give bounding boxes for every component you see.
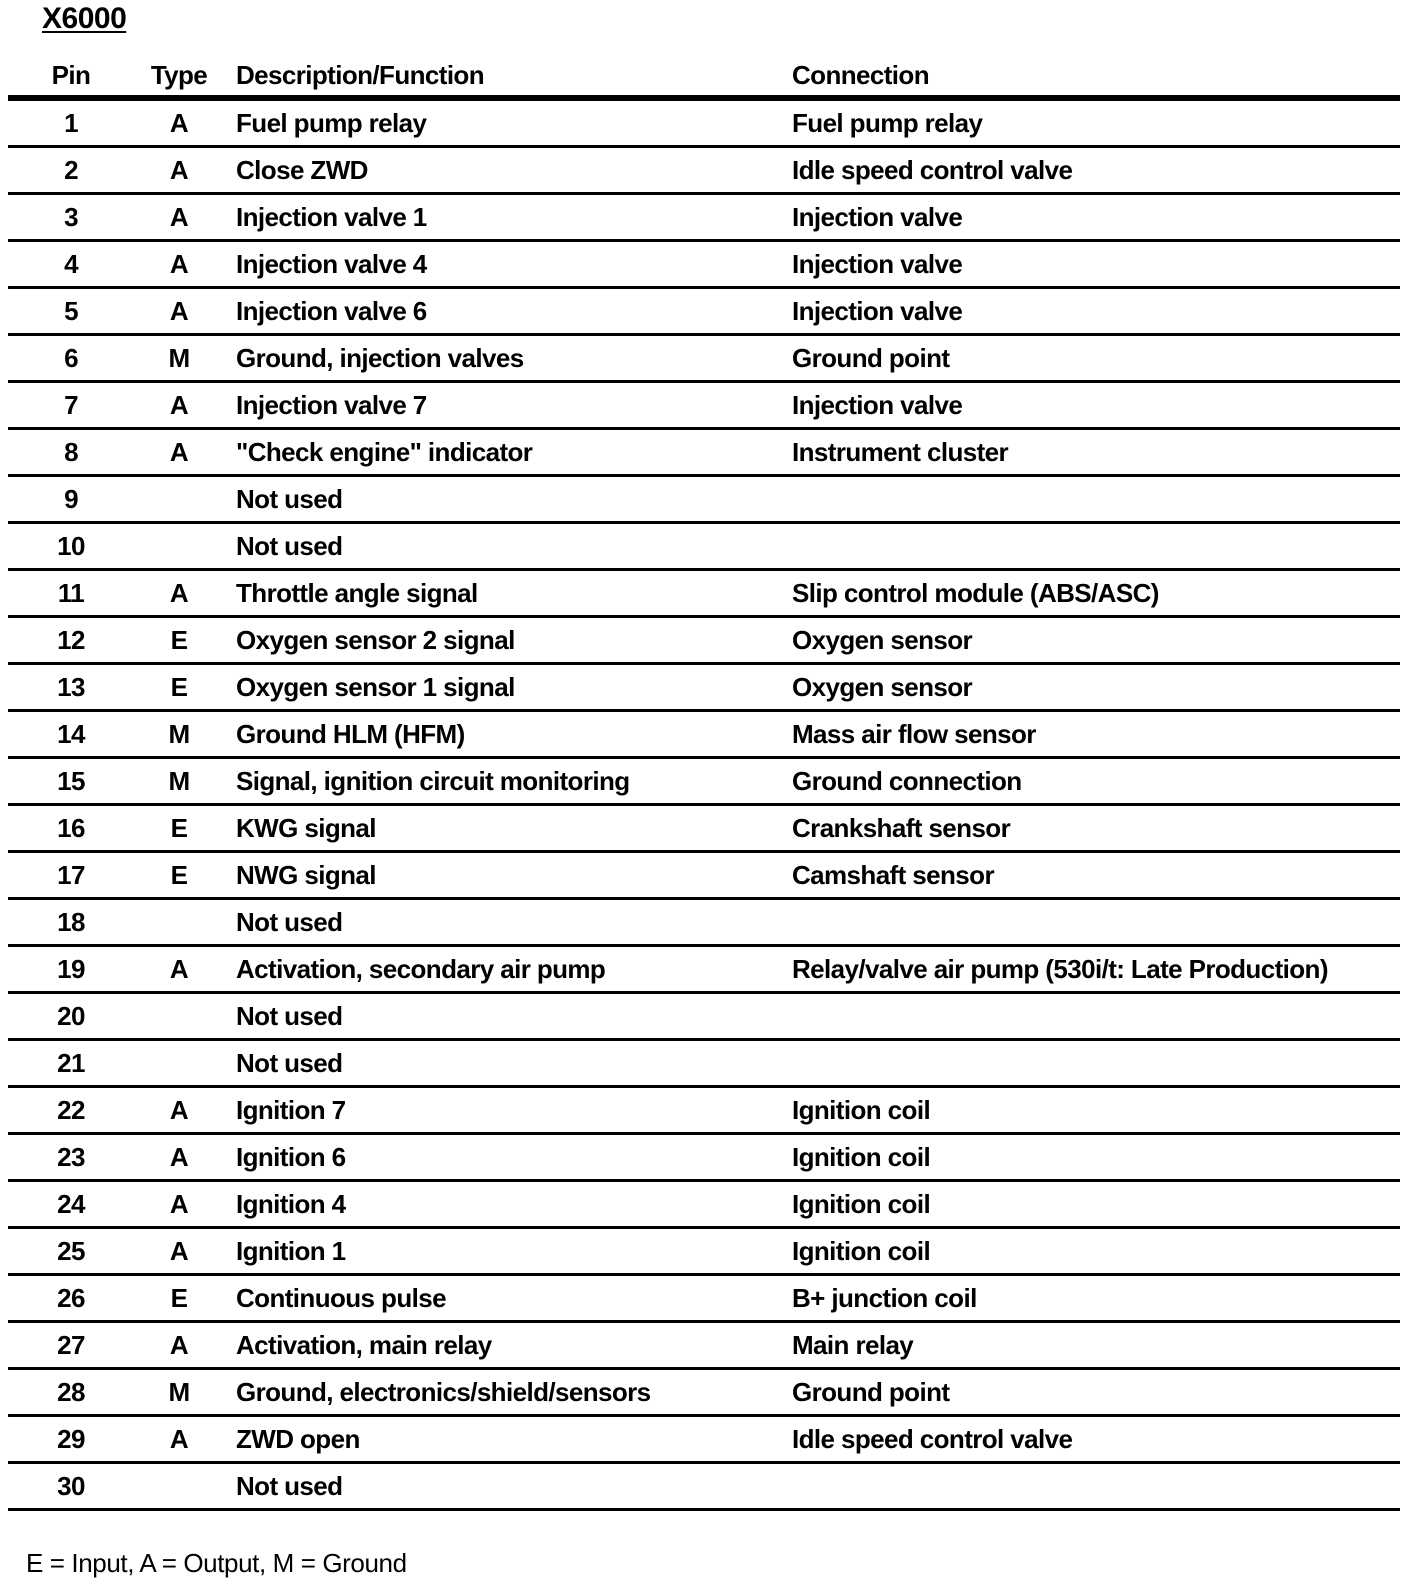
pin-cell: 29 — [8, 1416, 134, 1463]
type-cell: A — [134, 1087, 224, 1134]
table-row — [8, 1369, 1400, 1416]
header-pin: Pin — [8, 55, 134, 98]
type-cell: A — [134, 1181, 224, 1228]
type-cell — [134, 1040, 224, 1087]
connection-cell: Ignition coil — [792, 1181, 1400, 1228]
connection-cell: Crankshaft sensor — [792, 805, 1400, 852]
table-row — [8, 1275, 1400, 1322]
pin-cell: 9 — [8, 476, 134, 523]
table-row — [8, 523, 1400, 570]
type-cell — [134, 899, 224, 946]
connection-cell: Ground point — [792, 1369, 1400, 1416]
connection-cell: Idle speed control valve — [792, 1416, 1400, 1463]
description-cell: Oxygen sensor 1 signal — [224, 664, 792, 711]
type-cell — [134, 993, 224, 1040]
connection-cell: Fuel pump relay — [792, 98, 1400, 147]
connection-cell: Mass air flow sensor — [792, 711, 1400, 758]
type-cell: E — [134, 852, 224, 899]
description-cell: Activation, secondary air pump — [224, 946, 792, 993]
pin-cell: 7 — [8, 382, 134, 429]
description-cell: Continuous pulse — [224, 1275, 792, 1322]
pin-cell: 6 — [8, 335, 134, 382]
type-cell: E — [134, 1275, 224, 1322]
type-cell: M — [134, 711, 224, 758]
description-cell: Close ZWD — [224, 147, 792, 194]
type-cell: A — [134, 98, 224, 147]
table-row — [8, 711, 1400, 758]
connection-cell: Ground connection — [792, 758, 1400, 805]
table-row — [8, 993, 1400, 1040]
description-cell: KWG signal — [224, 805, 792, 852]
description-cell: "Check engine" indicator — [224, 429, 792, 476]
pin-cell: 19 — [8, 946, 134, 993]
type-cell — [134, 1463, 224, 1510]
connection-cell — [792, 899, 1400, 946]
table-row — [8, 899, 1400, 946]
connection-cell — [792, 993, 1400, 1040]
connection-cell — [792, 476, 1400, 523]
table-body — [8, 98, 1400, 1510]
type-cell: A — [134, 570, 224, 617]
type-legend: E = Input, A = Output, M = Ground — [26, 1548, 407, 1578]
type-cell: A — [134, 382, 224, 429]
table-header-row — [8, 55, 1400, 98]
type-cell: A — [134, 147, 224, 194]
description-cell: Injection valve 7 — [224, 382, 792, 429]
header-type: Type — [134, 55, 224, 98]
description-cell: Oxygen sensor 2 signal — [224, 617, 792, 664]
table-row — [8, 335, 1400, 382]
type-cell: A — [134, 241, 224, 288]
pin-cell: 5 — [8, 288, 134, 335]
description-cell: Injection valve 6 — [224, 288, 792, 335]
connection-cell — [792, 1040, 1400, 1087]
connection-cell: Ignition coil — [792, 1228, 1400, 1275]
description-cell: Ground, electronics/shield/sensors — [224, 1369, 792, 1416]
pin-cell: 23 — [8, 1134, 134, 1181]
description-cell: ZWD open — [224, 1416, 792, 1463]
type-cell: E — [134, 664, 224, 711]
table-row — [8, 476, 1400, 523]
description-cell: Injection valve 1 — [224, 194, 792, 241]
pin-cell: 24 — [8, 1181, 134, 1228]
table-row — [8, 946, 1400, 993]
type-cell — [134, 476, 224, 523]
description-cell: Activation, main relay — [224, 1322, 792, 1369]
pin-cell: 16 — [8, 805, 134, 852]
pin-cell: 21 — [8, 1040, 134, 1087]
type-cell: A — [134, 288, 224, 335]
pin-cell: 1 — [8, 98, 134, 147]
table-row — [8, 1228, 1400, 1275]
connection-cell: Injection valve — [792, 194, 1400, 241]
connection-cell: Instrument cluster — [792, 429, 1400, 476]
type-cell: E — [134, 617, 224, 664]
table-row — [8, 852, 1400, 899]
description-cell: Not used — [224, 993, 792, 1040]
connection-cell: Camshaft sensor — [792, 852, 1400, 899]
type-cell: A — [134, 1416, 224, 1463]
table-row — [8, 1181, 1400, 1228]
table-row — [8, 805, 1400, 852]
connection-cell: Relay/valve air pump (530i/t: Late Production) — [792, 946, 1400, 993]
description-cell: Ignition 4 — [224, 1181, 792, 1228]
description-cell: Not used — [224, 523, 792, 570]
description-cell: Ignition 7 — [224, 1087, 792, 1134]
description-cell: Ground, injection valves — [224, 335, 792, 382]
connection-cell: Idle speed control valve — [792, 147, 1400, 194]
table-row — [8, 1040, 1400, 1087]
type-cell: M — [134, 1369, 224, 1416]
pin-cell: 20 — [8, 993, 134, 1040]
pin-cell: 17 — [8, 852, 134, 899]
table-row — [8, 1087, 1400, 1134]
pin-cell: 13 — [8, 664, 134, 711]
description-cell: Not used — [224, 1040, 792, 1087]
connection-cell — [792, 1463, 1400, 1510]
type-cell: A — [134, 429, 224, 476]
pin-cell: 22 — [8, 1087, 134, 1134]
pin-cell: 12 — [8, 617, 134, 664]
pin-cell: 11 — [8, 570, 134, 617]
connection-cell: Ground point — [792, 335, 1400, 382]
connection-cell: Main relay — [792, 1322, 1400, 1369]
type-cell: M — [134, 758, 224, 805]
table-row — [8, 288, 1400, 335]
pin-cell: 10 — [8, 523, 134, 570]
table-row — [8, 758, 1400, 805]
type-cell: A — [134, 946, 224, 993]
pin-cell: 27 — [8, 1322, 134, 1369]
table-row — [8, 147, 1400, 194]
description-cell: Not used — [224, 899, 792, 946]
description-cell: NWG signal — [224, 852, 792, 899]
pin-cell: 14 — [8, 711, 134, 758]
type-cell — [134, 523, 224, 570]
table-row — [8, 570, 1400, 617]
pin-cell: 28 — [8, 1369, 134, 1416]
header-connection: Connection — [792, 55, 1400, 98]
type-cell: A — [134, 1134, 224, 1181]
pin-cell: 2 — [8, 147, 134, 194]
pin-cell: 4 — [8, 241, 134, 288]
description-cell: Injection valve 4 — [224, 241, 792, 288]
pin-cell: 8 — [8, 429, 134, 476]
pin-cell: 18 — [8, 899, 134, 946]
connection-cell — [792, 523, 1400, 570]
connection-cell: Ignition coil — [792, 1134, 1400, 1181]
connection-cell: B+ junction coil — [792, 1275, 1400, 1322]
description-cell: Throttle angle signal — [224, 570, 792, 617]
pin-cell: 25 — [8, 1228, 134, 1275]
pin-assignment-table — [8, 55, 1400, 1511]
table-row — [8, 1134, 1400, 1181]
pin-cell: 3 — [8, 194, 134, 241]
type-cell: A — [134, 1322, 224, 1369]
connector-title: X6000 — [42, 2, 127, 35]
connection-cell: Oxygen sensor — [792, 664, 1400, 711]
table-row — [8, 429, 1400, 476]
table-row — [8, 98, 1400, 147]
type-cell: A — [134, 1228, 224, 1275]
table-row — [8, 382, 1400, 429]
type-cell: M — [134, 335, 224, 382]
connection-cell: Injection valve — [792, 241, 1400, 288]
description-cell: Not used — [224, 476, 792, 523]
description-cell: Signal, ignition circuit monitoring — [224, 758, 792, 805]
table-row — [8, 241, 1400, 288]
connection-cell: Slip control module (ABS/ASC) — [792, 570, 1400, 617]
pin-cell: 30 — [8, 1463, 134, 1510]
table-row — [8, 1463, 1400, 1510]
connection-cell: Injection valve — [792, 288, 1400, 335]
table-row — [8, 1416, 1400, 1463]
table-row — [8, 664, 1400, 711]
table-row — [8, 194, 1400, 241]
connection-cell: Injection valve — [792, 382, 1400, 429]
description-cell: Ground HLM (HFM) — [224, 711, 792, 758]
type-cell: E — [134, 805, 224, 852]
connection-cell: Oxygen sensor — [792, 617, 1400, 664]
description-cell: Ignition 6 — [224, 1134, 792, 1181]
header-description: Description/Function — [224, 55, 792, 98]
table-row — [8, 617, 1400, 664]
type-cell: A — [134, 194, 224, 241]
pin-cell: 26 — [8, 1275, 134, 1322]
connection-cell: Ignition coil — [792, 1087, 1400, 1134]
description-cell: Ignition 1 — [224, 1228, 792, 1275]
description-cell: Fuel pump relay — [224, 98, 792, 147]
pin-cell: 15 — [8, 758, 134, 805]
description-cell: Not used — [224, 1463, 792, 1510]
table-row — [8, 1322, 1400, 1369]
